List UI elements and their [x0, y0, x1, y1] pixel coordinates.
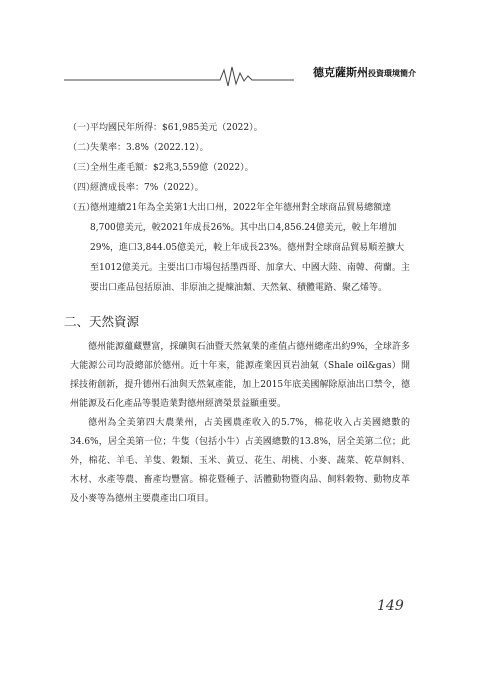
page-number: 149 [377, 598, 404, 614]
item-number: （三） [68, 163, 96, 173]
list-item [70, 158, 410, 178]
page-content [64, 118, 410, 509]
header-title-sub: 投資環境簡介 [368, 69, 416, 78]
item-number: （四） [68, 183, 96, 193]
section-title: 二、天然資源 [64, 314, 140, 329]
item-number: （二） [68, 143, 96, 153]
item-text: 經濟成長率：7%（2022）。 [90, 183, 204, 193]
running-header [64, 64, 416, 88]
header-title-main: 德克薩斯州 [313, 66, 368, 79]
item-number: （五） [68, 203, 96, 213]
list-item [70, 118, 410, 138]
item-text: 全州生產毛額：$2兆3,559億（2022）。 [90, 163, 254, 173]
item-number: （一） [68, 123, 96, 133]
list-item [70, 138, 410, 158]
header-title [313, 64, 416, 80]
body-paragraph: 德州為全美第四大農業州，占美國農產收入的5.7%，棉花收入占美國總數的34.6%，居全美第一位；牛隻（包括小牛）占美國總數的13.8%，居全美第二位；此外，棉花、羊毛、羊隻、穀類、玉米、黃豆、花生、胡桃、小麥、蔬菜、乾草飼料、木材、水產等農、畜產均豐富。棉花暨種子、活體動物暨肉品、飼料穀物、動物皮革及小麥等為德州主要農產出口項目。 [70, 418, 410, 504]
item-text: 德州連續21年為全美第1大出口州，2022年全年德州對全球商品貿易總額達8,700億美元，較2021年成長26%。其中出口4,856.24億美元，較上年增加29%，進口3,844.05億美元，較上年成長23%。德州對全球商品貿易順差擴大至1012億美元。主要出口市場包括墨西哥、加拿大、中國大陸、南韓、荷蘭。主要出口產品包括原油、非原油之提煉油類、天然氣、積體電路、聚乙烯等。 [90, 203, 410, 293]
item-text: 平均國民年所得：$61,985美元（2022）。 [90, 123, 263, 133]
list-item [70, 178, 410, 198]
body-paragraph: 德州能源蘊藏豐富，採礦與石油暨天然氣業的產值占德州總產出約9%，全球許多大能源公司均設總部於德州。近十年來，能源產業因頁岩油氣（Shale oil&gas）開採技術創新，提升德州石油與天然氣產能，加上2015年底美國解除原油出口禁令，德州能源及石化產品等製造業對德州經濟榮景益顯重要。 [70, 342, 410, 409]
item-text: 失業率：3.8%（2022.12）。 [90, 143, 209, 153]
list-item [70, 198, 410, 298]
